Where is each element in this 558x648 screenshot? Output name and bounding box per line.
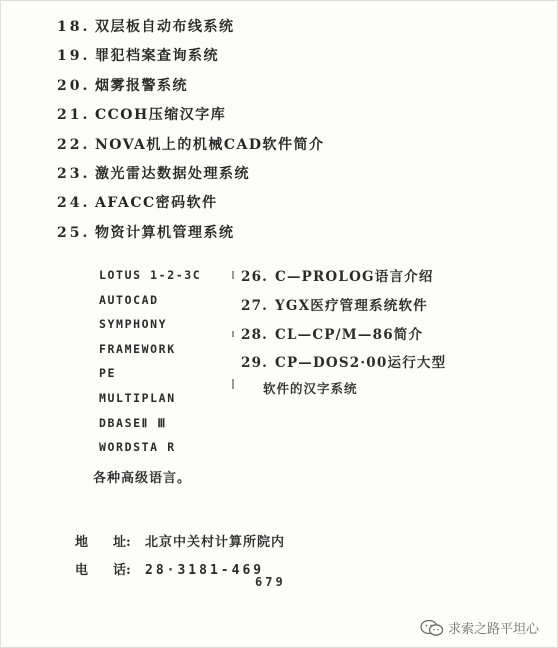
phone-value: 28·3181-469 bbox=[145, 563, 265, 578]
item-text: CP—DOS2·00运行大型 bbox=[275, 355, 447, 372]
item-number: 20. bbox=[57, 77, 91, 94]
item-text: CCOH压缩汉字库 bbox=[95, 107, 227, 124]
numbered-list bbox=[57, 13, 537, 248]
item-text: YGX医疗管理系统软件 bbox=[275, 297, 428, 314]
item-number: 24. bbox=[57, 195, 91, 212]
right-list bbox=[241, 263, 541, 400]
list-item bbox=[57, 42, 537, 71]
address-label: 地 址: bbox=[75, 535, 131, 550]
item-number: 21. bbox=[57, 107, 91, 124]
list-item bbox=[241, 321, 541, 350]
list-item bbox=[57, 13, 537, 42]
software-note: 各种高级语言。 bbox=[93, 471, 192, 486]
wechat-icon bbox=[420, 619, 444, 637]
software-name: AUTOCAD bbox=[99, 292, 159, 307]
item-number: 25. bbox=[57, 224, 91, 241]
item-text: 双层板自动布线系统 bbox=[95, 19, 235, 35]
software-list bbox=[99, 263, 239, 460]
column-divider bbox=[232, 379, 234, 389]
software-name: DBASEⅡ Ⅲ bbox=[99, 415, 167, 430]
item-text: 罪犯档案查询系统 bbox=[95, 48, 219, 65]
list-item bbox=[241, 263, 541, 292]
item-text: CL—CP/M—86简介 bbox=[275, 326, 424, 343]
item-number: 27. bbox=[241, 297, 269, 314]
list-item bbox=[57, 131, 537, 160]
item-continuation: 软件的汉字系统 bbox=[263, 381, 358, 397]
item-text: AFACC密码软件 bbox=[95, 195, 218, 212]
list-item bbox=[57, 219, 537, 248]
address-row bbox=[75, 529, 395, 557]
watermark bbox=[420, 618, 539, 637]
item-number: 22. bbox=[57, 136, 91, 153]
phone-row bbox=[75, 557, 395, 585]
item-number: 28. bbox=[241, 326, 269, 343]
item-text: C—PROLOG语言介绍 bbox=[275, 269, 434, 285]
item-number: 19. bbox=[57, 48, 91, 65]
item-number: 26. bbox=[241, 269, 269, 285]
software-name: SYMPHONY bbox=[99, 317, 168, 332]
list-item bbox=[241, 349, 541, 378]
software-name: MULTIPLAN bbox=[99, 390, 176, 405]
column-divider bbox=[232, 271, 234, 279]
phone-extension: 679 bbox=[255, 575, 286, 589]
list-item bbox=[57, 189, 537, 218]
phone-label: 电 话: bbox=[75, 563, 131, 578]
item-number: 18. bbox=[57, 19, 91, 35]
address-value: 北京中关村计算所院内 bbox=[145, 535, 286, 550]
list-item bbox=[57, 101, 537, 130]
software-name: FRAMEWORK bbox=[99, 341, 176, 356]
software-name: PE bbox=[99, 366, 117, 381]
software-name: WORDSTA R bbox=[99, 440, 176, 455]
watermark-text: 求索之路平坦心 bbox=[447, 622, 539, 637]
item-text: 烟雾报警系统 bbox=[95, 77, 188, 94]
list-item bbox=[241, 292, 541, 321]
item-number: 23. bbox=[57, 165, 91, 182]
list-item bbox=[57, 160, 537, 189]
contact-info bbox=[75, 529, 395, 585]
item-text: NOVA机上的机械CAD软件简介 bbox=[95, 136, 325, 153]
software-name: LOTUS 1-2-3C bbox=[99, 268, 202, 282]
list-item bbox=[57, 72, 537, 101]
item-text: 物资计算机管理系统 bbox=[95, 224, 235, 241]
item-text: 激光雷达数据处理系统 bbox=[95, 165, 250, 182]
column-divider bbox=[232, 331, 234, 337]
item-number: 29. bbox=[241, 355, 269, 372]
